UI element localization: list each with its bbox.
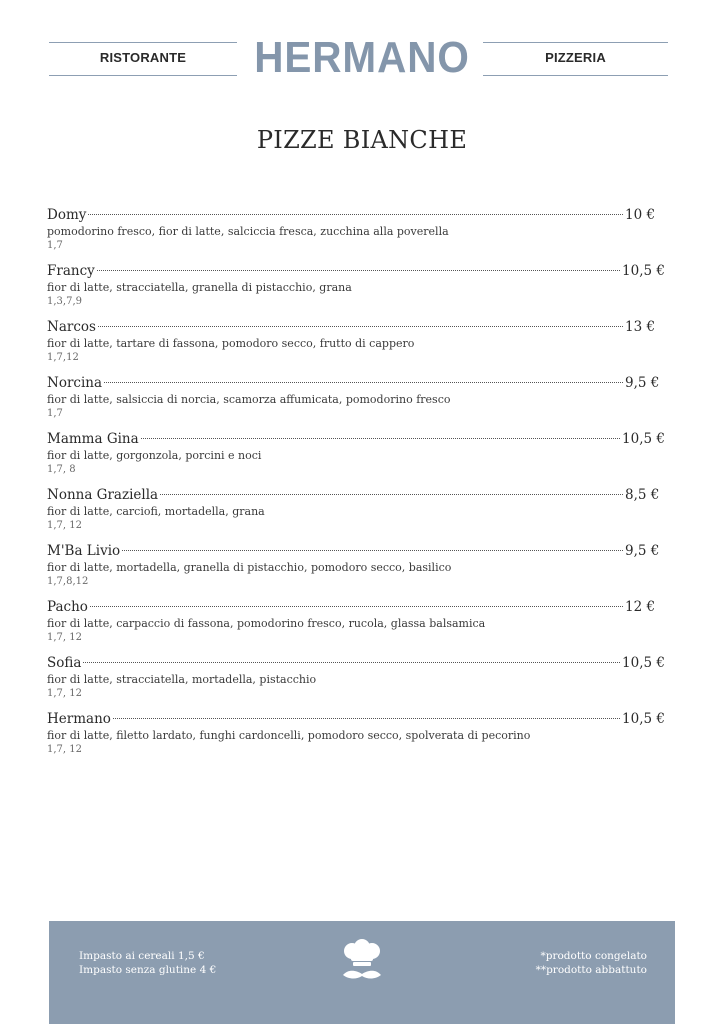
menu-item-header	[47, 485, 665, 505]
menu-item-ingredients: fior di latte, stracciatella, mortadella, pistacchio	[47, 673, 317, 686]
menu-item-name: Domy	[47, 207, 87, 223]
header-rule-left-bottom	[49, 75, 237, 76]
footer	[49, 921, 675, 1024]
menu-item-ingredients: fior di latte, carpaccio di fassona, pomodorino fresco, rucola, glassa balsamica	[47, 617, 486, 630]
menu-item-name: Mamma Gina	[47, 431, 139, 447]
menu-item-header	[47, 205, 665, 225]
menu-item	[47, 373, 665, 429]
dot-leader	[104, 382, 623, 383]
menu-item-price: 8,5 €	[625, 487, 660, 503]
menu-item-allergens: 1,7, 8	[47, 464, 76, 475]
menu-item-name: Pacho	[47, 599, 88, 615]
footer-blast-chilled-note: **prodotto abbattuto	[535, 964, 647, 976]
menu-item-header	[47, 429, 665, 449]
menu-item-header	[47, 653, 665, 673]
menu-item	[47, 597, 665, 653]
menu-item-price: 9,5 €	[625, 375, 660, 391]
dot-leader	[90, 606, 623, 607]
menu-item-allergens: 1,7,8,12	[47, 576, 89, 587]
menu-item-header	[47, 261, 665, 281]
menu-list	[47, 205, 665, 765]
menu-item-name: Sofia	[47, 655, 82, 671]
dot-leader	[122, 550, 623, 551]
header-rule-left-top	[49, 42, 237, 43]
menu-item-allergens: 1,7	[47, 240, 63, 251]
dot-leader	[97, 270, 620, 271]
menu-item-name: Norcina	[47, 375, 103, 391]
menu-item	[47, 261, 665, 317]
menu-item-ingredients: fior di latte, tartare di fassona, pomodoro secco, frutto di cappero	[47, 337, 415, 350]
menu-item	[47, 317, 665, 373]
menu-item-allergens: 1,7, 12	[47, 632, 82, 643]
menu-item-price: 10 €	[625, 207, 656, 223]
menu-item-ingredients: pomodorino fresco, fior di latte, salciccia fresca, zucchina alla poverella	[47, 225, 449, 238]
menu-item-price: 10,5 €	[622, 431, 665, 447]
menu-item	[47, 709, 665, 765]
header-right-label: PIZZERIA	[545, 50, 606, 65]
menu-item	[47, 485, 665, 541]
menu-item-name: M'Ba Livio	[47, 543, 121, 559]
dot-leader	[83, 662, 620, 663]
menu-item-price: 10,5 €	[622, 655, 665, 671]
section-title: PIZZE BIANCHE	[256, 126, 468, 154]
menu-item-ingredients: fior di latte, salsiccia di norcia, scamorza affumicata, pomodorino fresco	[47, 393, 451, 406]
menu-item	[47, 429, 665, 485]
menu-item-name: Narcos	[47, 319, 96, 335]
menu-item-header	[47, 317, 665, 337]
header-left-label: RISTORANTE	[99, 50, 187, 65]
menu-item-allergens: 1,3,7,9	[47, 296, 82, 307]
menu-item	[47, 205, 665, 261]
footer-notes-right	[536, 949, 647, 977]
menu-item-allergens: 1,7, 12	[47, 744, 82, 755]
footer-notes-left	[79, 949, 216, 977]
menu-item-price: 12 €	[625, 599, 656, 615]
menu-item-price: 10,5 €	[622, 263, 665, 279]
menu-item	[47, 653, 665, 709]
menu-item-ingredients: fior di latte, mortadella, granella di pistacchio, pomodoro secco, basilico	[47, 561, 452, 574]
menu-item-price: 10,5 €	[622, 711, 665, 727]
menu-item-header	[47, 597, 665, 617]
menu-item-name: Francy	[47, 263, 95, 279]
menu-item-ingredients: fior di latte, carciofi, mortadella, grana	[47, 505, 265, 518]
menu-item-price: 9,5 €	[625, 543, 660, 559]
dot-leader	[88, 214, 623, 215]
menu-item-ingredients: fior di latte, gorgonzola, porcini e noci	[47, 449, 262, 462]
header-rule-right-bottom	[483, 75, 668, 76]
menu-item-ingredients: fior di latte, stracciatella, granella di pistacchio, grana	[47, 281, 352, 294]
dot-leader	[113, 718, 620, 719]
dot-leader	[98, 326, 623, 327]
menu-item-allergens: 1,7, 12	[47, 688, 82, 699]
menu-item	[47, 541, 665, 597]
menu-item-ingredients: fior di latte, filetto lardato, funghi cardoncelli, pomodoro secco, spolverata di pecorino	[47, 729, 531, 742]
footer-gluten-free-dough: Impasto senza glutine 4 €	[79, 964, 217, 976]
menu-item-allergens: 1,7, 12	[47, 520, 82, 531]
dot-leader	[160, 494, 623, 495]
menu-item-name: Nonna Graziella	[47, 487, 159, 503]
menu-item-header	[47, 709, 665, 729]
chef-mustache-icon	[339, 939, 385, 983]
header-rule-right-top	[483, 42, 668, 43]
menu-item-header	[47, 373, 665, 393]
menu-item-name: Hermano	[47, 711, 111, 727]
menu-item-allergens: 1,7	[47, 408, 63, 419]
menu-item-allergens: 1,7,12	[47, 352, 79, 363]
brand-title: HERMANO	[254, 33, 470, 82]
footer-frozen-note: *prodotto congelato	[540, 950, 647, 962]
dot-leader	[141, 438, 620, 439]
footer-cereal-dough: Impasto ai cereali 1,5 €	[79, 950, 205, 962]
menu-item-header	[47, 541, 665, 561]
menu-item-price: 13 €	[625, 319, 656, 335]
header	[0, 0, 724, 100]
